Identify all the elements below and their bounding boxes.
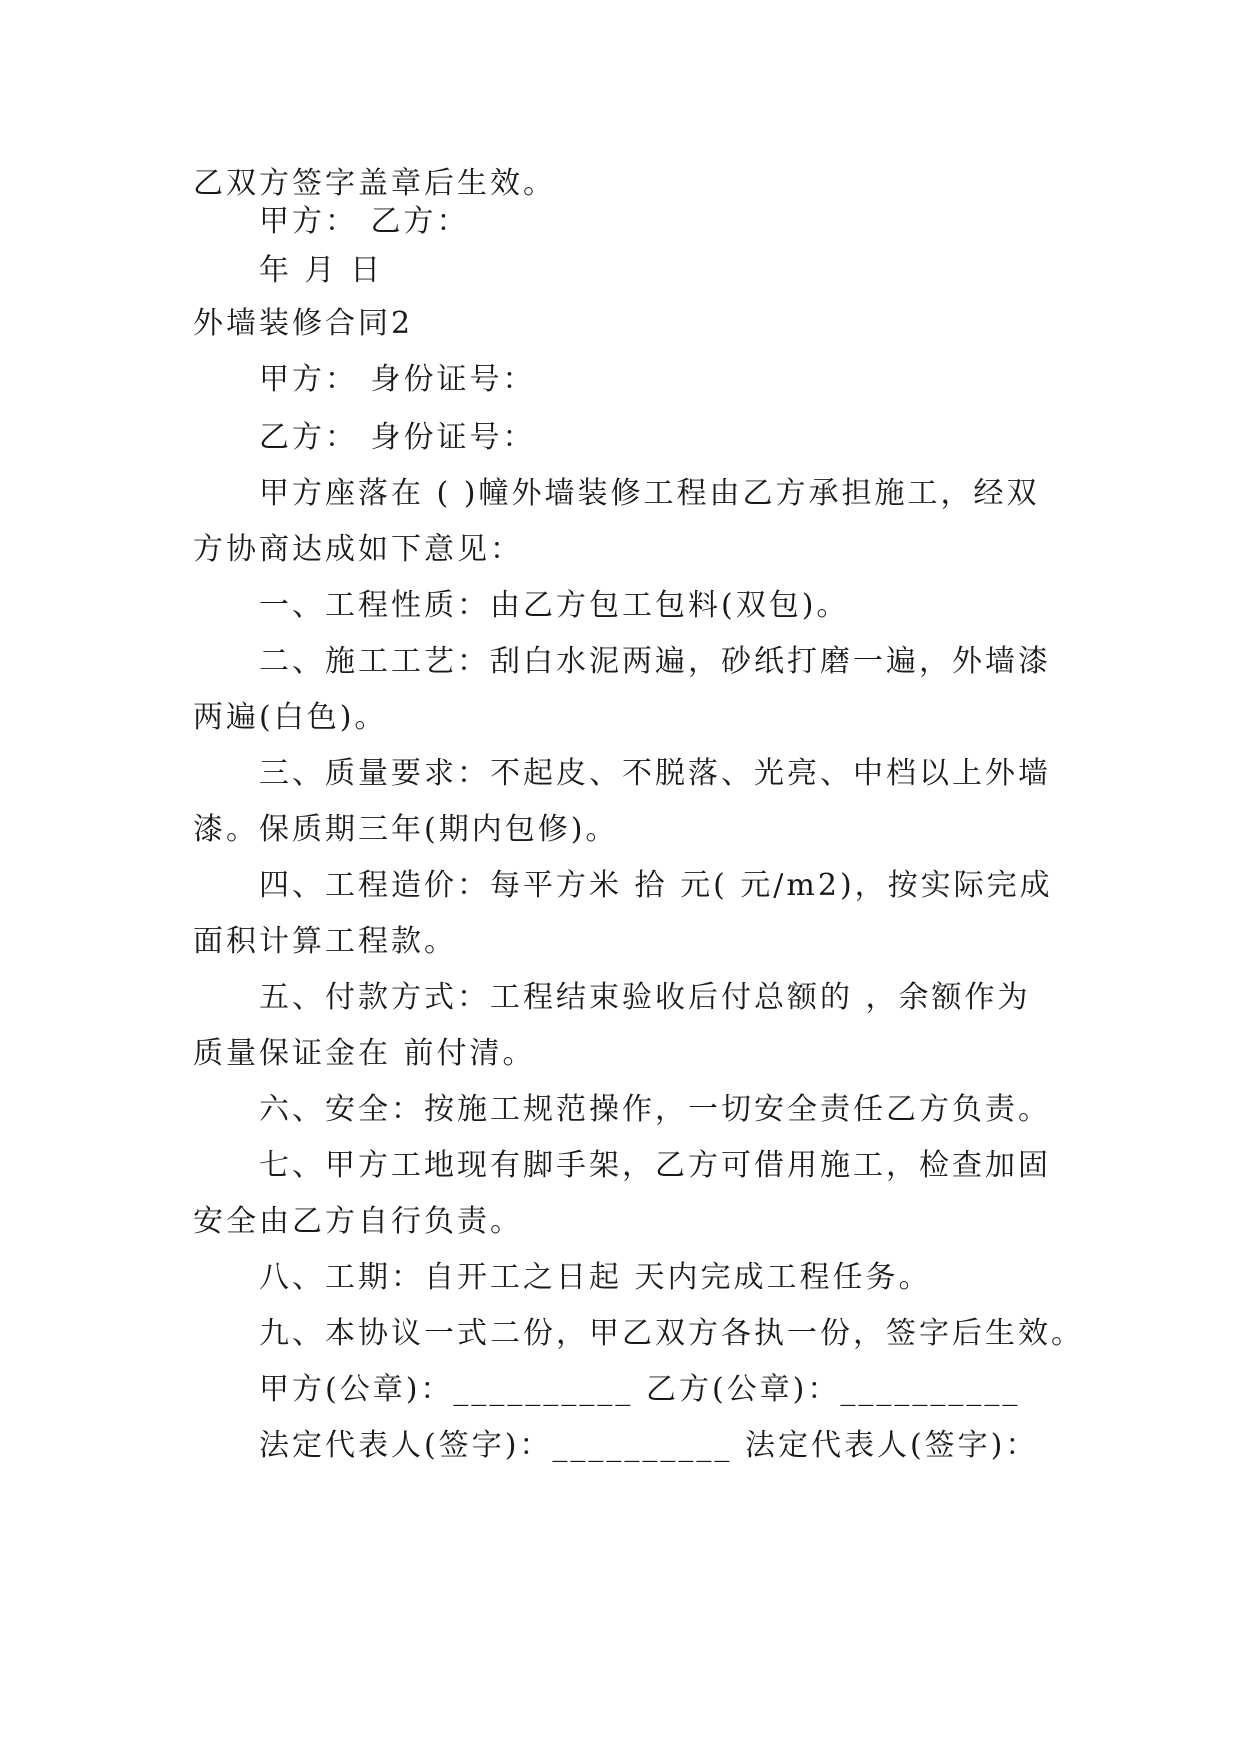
intro-paragraph-line-2: 方协商达成如下意见： <box>193 532 523 567</box>
clause-1: 一、工程性质：由乙方包工包料(双包)。 <box>259 588 850 623</box>
clause-5-line-1: 五、付款方式：工程结束验收后付总额的 ，余额作为 <box>259 980 1031 1015</box>
seal-line: 甲方(公章)：__________ 乙方(公章)：__________ <box>259 1372 1021 1407</box>
clause-6: 六、安全：按施工规范操作，一切安全责任乙方负责。 <box>259 1092 1051 1127</box>
clause-3-line-2: 漆。保质期三年(期内包修)。 <box>193 812 619 847</box>
party-a-id-line: 甲方： 身份证号： <box>259 362 536 397</box>
clause-2-line-1: 二、施工工艺：刮白水泥两遍，砂纸打磨一遍，外墙漆 <box>259 644 1051 679</box>
text-line-1: 乙双方签字盖章后生效。 <box>193 166 556 201</box>
clause-5-line-2: 质量保证金在 前付清。 <box>193 1036 536 1071</box>
signature-parties-line: 甲方： 乙方： <box>259 204 470 239</box>
intro-paragraph-line-1: 甲方座落在 ( )幢外墙装修工程由乙方承担施工，经双 <box>259 476 1040 511</box>
clause-3-line-1: 三、质量要求：不起皮、不脱落、光亮、中档以上外墙 <box>259 756 1051 791</box>
clause-4-line-1: 四、工程造价：每平方米 拾 元( 元/m2)，按实际完成 <box>259 868 1053 903</box>
clause-9: 九、本协议一式二份，甲乙双方各执一份，签字后生效。 <box>259 1316 1084 1351</box>
clause-7-line-1: 七、甲方工地现有脚手架，乙方可借用施工，检查加固 <box>259 1148 1051 1183</box>
contract-title: 外墙装修合同2 <box>193 306 414 341</box>
clause-8: 八、工期：自开工之日起 天内完成工程任务。 <box>259 1260 932 1295</box>
party-b-id-line: 乙方： 身份证号： <box>259 420 536 455</box>
date-line: 年 月 日 <box>259 253 384 288</box>
clause-2-line-2: 两遍(白色)。 <box>193 700 388 735</box>
clause-7-line-2: 安全由乙方自行负责。 <box>193 1204 523 1239</box>
clause-4-line-2: 面积计算工程款。 <box>193 924 457 959</box>
legal-representative-line: 法定代表人(签字)：__________ 法定代表人(签字)： <box>259 1428 1039 1463</box>
